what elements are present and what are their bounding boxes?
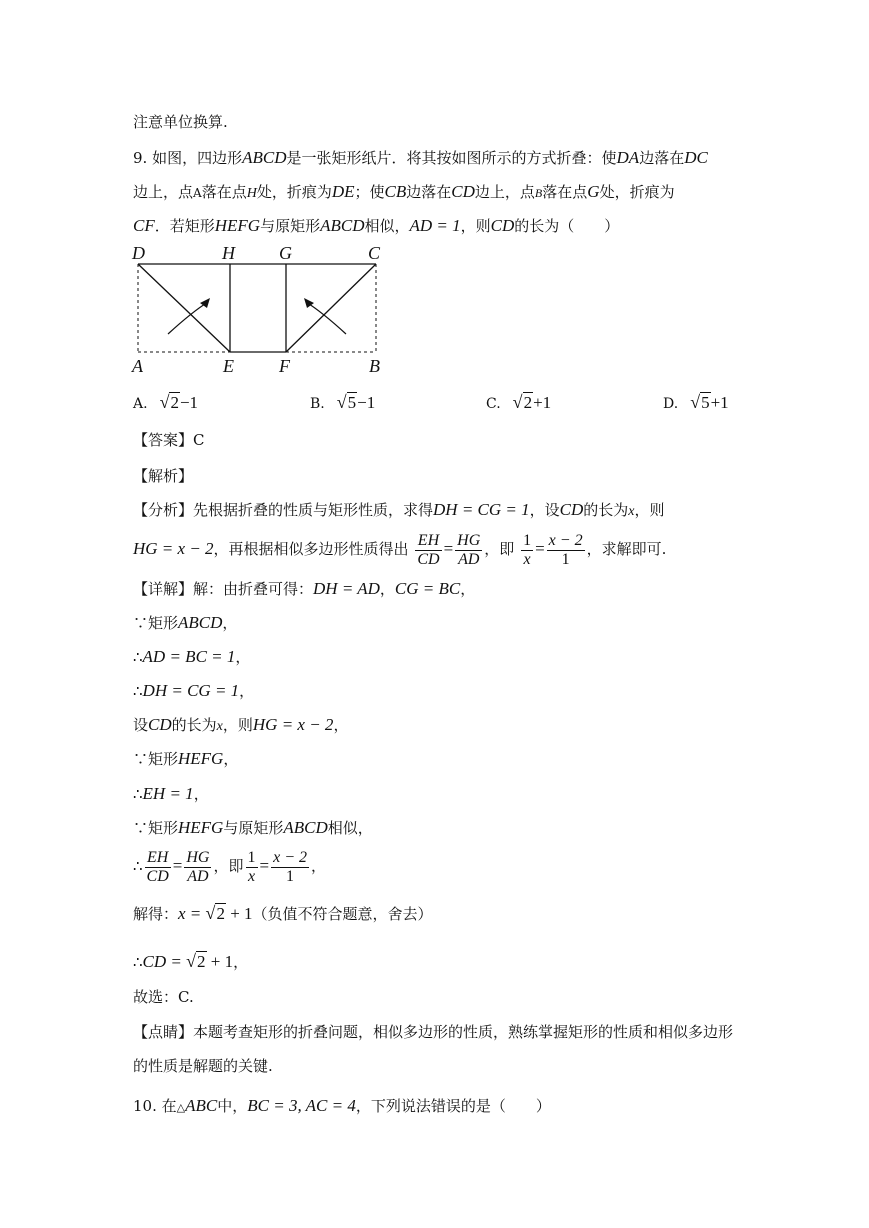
numerator: x − 2 [273, 848, 307, 866]
math: EH = 1 [142, 784, 194, 803]
math: HEFG [178, 818, 224, 837]
text: A [193, 186, 202, 200]
label-D: D [132, 243, 145, 263]
dianjing-line1: 【点睛】本题考查矩形的折叠问题，相似多边形的性质，熟练掌握矩形的性质和相似多边形 [133, 1023, 734, 1041]
option-rest: −1 [179, 393, 199, 412]
folding-figure [130, 242, 390, 377]
text: 如图，四边形 [152, 149, 243, 167]
radicand: 5 [347, 393, 357, 412]
math: DH = CG = 1 [433, 500, 530, 519]
text: ∴ [133, 682, 143, 700]
text: ， [222, 614, 238, 632]
math: DC [684, 148, 708, 167]
radicand: 2 [216, 904, 225, 923]
math: x [628, 504, 635, 519]
question-number: 9. [133, 149, 148, 167]
text: 设 [133, 716, 149, 734]
text: 与原矩形 [260, 217, 321, 235]
text: 处，折痕为 [256, 183, 332, 201]
option-c[interactable]: C. √2+1 [486, 392, 552, 412]
text: ；使 [354, 183, 385, 201]
fraction [246, 849, 258, 886]
math: HG = x − 2 [252, 715, 334, 734]
option-rest: +1 [710, 393, 729, 412]
text: ，则 [222, 716, 253, 734]
detail-line2 [133, 613, 237, 633]
text: 边落在 [639, 149, 685, 167]
denominator: CD [417, 550, 440, 568]
radicand: 5 [701, 393, 710, 412]
math: G [587, 182, 600, 201]
radicand: 2 [523, 393, 533, 412]
denominator: x [247, 867, 256, 885]
detail-line6 [133, 749, 238, 769]
denominator: 1 [286, 867, 295, 885]
math: x = [178, 904, 206, 923]
detail-line7 [133, 784, 209, 804]
text: 的长为（ ） [514, 217, 620, 235]
math: CD [559, 500, 584, 519]
text: ， [193, 785, 209, 803]
text: ，求解即可. [586, 540, 667, 558]
text: 边上，点 [474, 183, 535, 201]
text: 【详解】解：由折叠可得： [133, 580, 314, 598]
text: ， [235, 648, 251, 666]
text: ∵矩形 [133, 750, 179, 768]
math: CB [384, 182, 407, 201]
label-B: B [369, 356, 380, 376]
option-letter: C. [486, 396, 501, 412]
fraction [271, 849, 309, 886]
math: CG = BC [394, 579, 461, 598]
math: DE [331, 182, 355, 201]
text: 边上，点 [133, 183, 194, 201]
crease-CF [286, 264, 376, 352]
text: 相似， [364, 217, 410, 235]
fold-arrow-left [168, 302, 208, 334]
text: 落在点 [542, 183, 588, 201]
denominator: x [523, 550, 531, 568]
math: + 1 [206, 952, 234, 971]
detail-line4 [133, 681, 254, 701]
text: ，设 [529, 501, 560, 519]
numerator: EH [415, 532, 441, 551]
fraction [455, 532, 482, 569]
detail-line10: 解得：x = √2 + 1（负值不符合题意，舍去） [133, 903, 433, 923]
text: 的长为 [171, 716, 217, 734]
math: HEFG [178, 749, 224, 768]
text: ∴ [133, 785, 143, 803]
text: 在 [161, 1097, 177, 1115]
text: ，则 [634, 501, 665, 519]
q9-line2 [133, 182, 675, 204]
math: AD = 1 [409, 216, 461, 235]
q9-line1 [133, 148, 708, 168]
math: H [246, 186, 257, 201]
option-letter: D. [663, 396, 679, 412]
text: ∴ [133, 857, 143, 875]
text: 【分析】先根据折叠的性质与矩形性质，求得 [133, 501, 434, 519]
option-d[interactable]: D. √5+1 [663, 392, 729, 412]
text: 与原矩形 [223, 819, 284, 837]
question-number: 10. [133, 1097, 157, 1115]
detail-line12: 故选：C. [133, 988, 194, 1006]
math: DA [616, 148, 640, 167]
denominator: AD [458, 550, 480, 568]
option-rest: +1 [533, 393, 552, 412]
fenxi-line1 [133, 500, 665, 522]
triangle-icon: △ [176, 1101, 186, 1114]
label-G: G [279, 243, 292, 263]
fraction [415, 532, 441, 569]
text: ， [233, 953, 249, 971]
numerator: EH [145, 849, 171, 868]
math: HEFG [214, 216, 261, 235]
math: CD [490, 216, 515, 235]
text: ，即 [213, 857, 244, 875]
q9-line3 [133, 216, 619, 236]
detail-line3 [133, 647, 250, 667]
crease-DE [138, 264, 230, 352]
math: B [534, 186, 543, 200]
denominator: CD [146, 867, 169, 885]
math: BC = 3, AC = 4 [247, 1096, 356, 1115]
text: 是一张矩形纸片．将其按如图所示的方式折叠：使 [286, 149, 617, 167]
denominator: 1 [561, 550, 570, 568]
denominator: AD [187, 867, 209, 885]
text: 边落在 [406, 183, 452, 201]
q10-line1 [133, 1096, 551, 1118]
math: CD = [142, 952, 187, 971]
label-C: C [368, 243, 381, 263]
text: 中， [217, 1097, 248, 1115]
detail-line9: ∴ $\frac{EH}{CD}$ = $\frac{HG}{AD}$ ，即 $\frac{1}{x}$ = $\frac{x - 2}{1}$ ， [133, 848, 327, 885]
text: ∴ [133, 648, 143, 666]
top-note: 注意单位换算. [133, 113, 228, 131]
math: CF [133, 216, 155, 235]
text: 的长为 [583, 501, 629, 519]
math: AD = BC = 1 [142, 647, 236, 666]
math: ABCD [242, 148, 287, 167]
text: ∴ [133, 953, 143, 971]
option-b[interactable]: B. √5−1 [310, 392, 376, 412]
dianjing-line2: 的性质是解题的关键. [133, 1057, 273, 1075]
option-letter: B. [310, 396, 325, 412]
detail-line1 [133, 579, 475, 599]
numerator: x − 2 [548, 531, 583, 549]
detail-line8 [133, 818, 373, 838]
text: ， [239, 682, 255, 700]
text: 落在点 [201, 183, 247, 201]
text: ， [223, 750, 239, 768]
math: HG = x − 2 [133, 539, 214, 558]
text: ， [333, 716, 349, 734]
math: + 1 [225, 904, 253, 923]
option-rest: −1 [357, 393, 376, 412]
radicand: 2 [170, 393, 179, 412]
label-E: E [223, 356, 234, 376]
math: CD [451, 182, 475, 201]
text: ∵矩形 [133, 614, 179, 632]
label-A: A [132, 356, 143, 376]
fold-arrow-right [306, 302, 346, 334]
fraction [184, 849, 211, 886]
math: ABCD [320, 216, 365, 235]
text: ．若矩形 [154, 217, 215, 235]
math: ABC [185, 1096, 218, 1115]
numerator: HG [186, 848, 210, 866]
text: ，再根据相似多边形性质得出 [213, 540, 409, 558]
text: 相似， [327, 819, 373, 837]
numerator: 1 [523, 531, 532, 549]
detail-line5 [133, 715, 348, 737]
math: CD [148, 715, 172, 734]
text: ， [311, 857, 327, 875]
fraction [145, 849, 171, 886]
label-F: F [279, 356, 290, 376]
text: 处，折痕为 [599, 183, 675, 201]
fraction [547, 532, 585, 569]
fraction [521, 532, 533, 569]
math: ABCD [283, 818, 328, 837]
numerator: HG [457, 531, 481, 549]
text: （负值不符合题意，舍去） [252, 905, 433, 923]
math: DH = AD [313, 579, 380, 598]
math: ABCD [178, 613, 223, 632]
detail-line11: ∴CD = √2 + 1， [133, 951, 249, 971]
text: ，即 [484, 540, 515, 558]
math: x [216, 719, 223, 734]
option-a[interactable]: A. √2−1 [133, 392, 199, 412]
text: 解得： [133, 905, 179, 923]
text: ，下列说法错误的是（ ） [355, 1097, 551, 1115]
fenxi-line2: HG = x − 2，再根据相似多边形性质得出 $\frac{EH}{CD}$ = $\frac{HG}{AD}$ ，即 $\frac{1}{x}$ = $\frac{x - 2}{1}$ ，求解即可. [133, 531, 667, 568]
answer: 【答案】C [133, 431, 205, 449]
option-letter: A. [133, 396, 148, 412]
text: ∵矩形 [133, 819, 179, 837]
text: ， [460, 580, 476, 598]
analysis-title: 【解析】 [133, 467, 194, 485]
label-H: H [222, 243, 235, 263]
math: DH = CG = 1 [142, 681, 240, 700]
numerator: 1 [247, 848, 256, 866]
text: ，则 [460, 217, 491, 235]
radicand: 2 [197, 952, 206, 971]
text: ， [379, 580, 395, 598]
